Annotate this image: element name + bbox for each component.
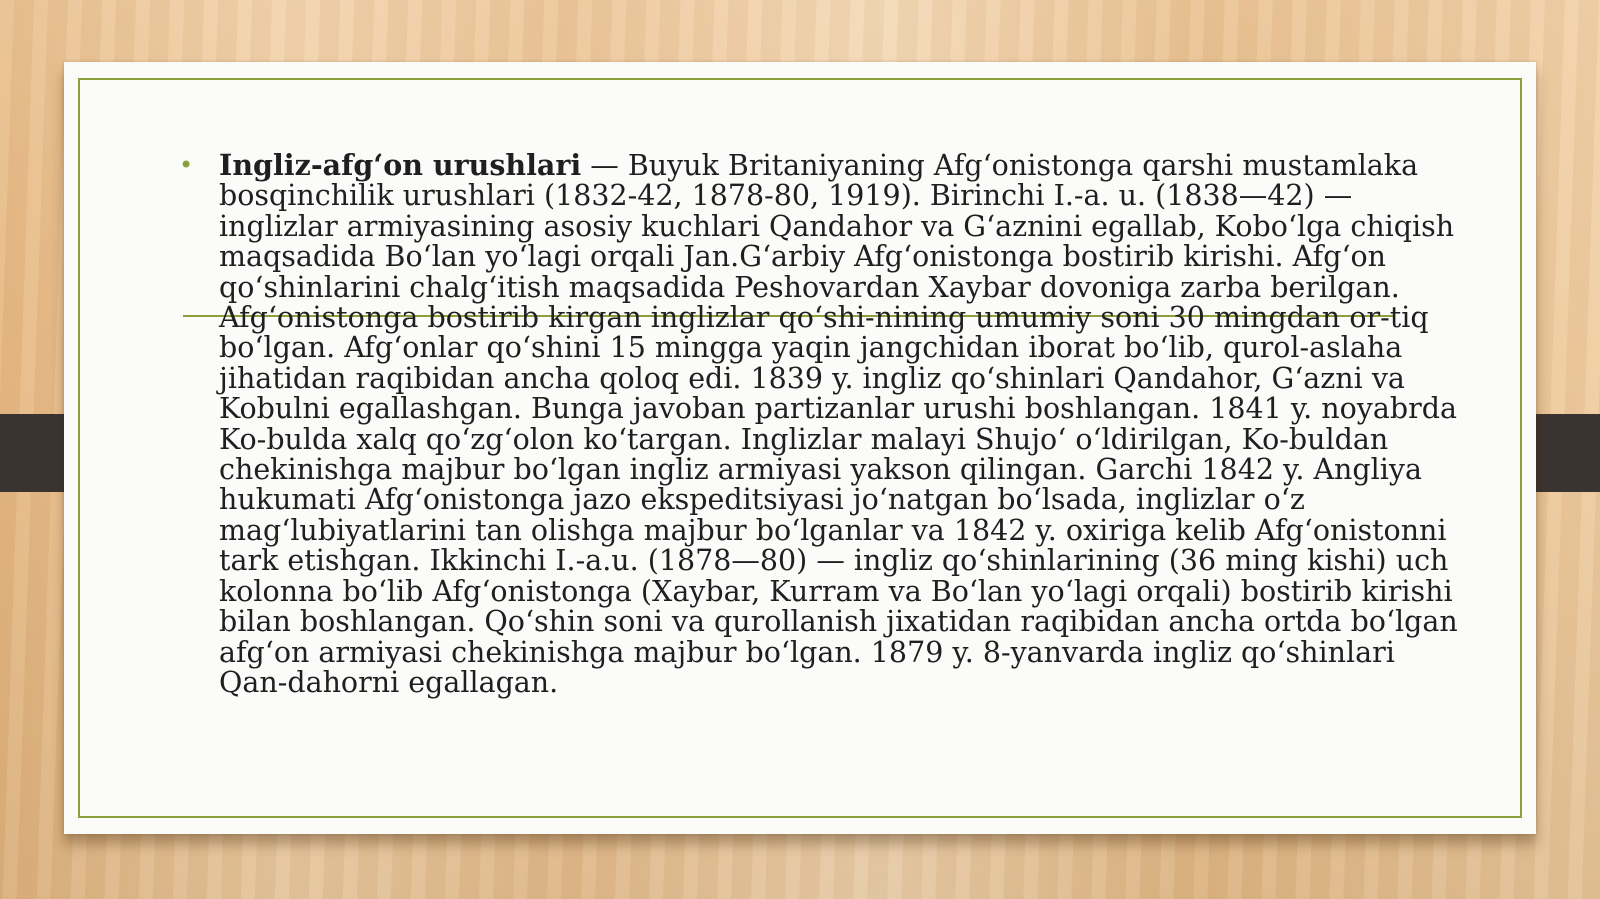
bullet-paragraph bbox=[219, 150, 1469, 698]
bullet-point-icon: • bbox=[179, 151, 194, 179]
body-text: — Buyuk Britaniyaning Afg‘onistonga qarshi mustamlaka bosqinchilik urushlari (1832-42, 1878-80, 1919). Birinchi I.-a. u. (1838—42) — inglizlar armiyasining asosiy kuchlari Qandahor va G‘aznini egallab, Kobo‘lga chiqish maqsadida Bo‘lan yo‘lagi orqali Jan.G‘arbiy Afg‘onistonga bostirib kirishi. Afg‘on qo‘shinlarini chalg‘itish maqsadida Peshovardan Xaybar dovoniga zarba berilgan. Afg‘onistonga bostirib kirgan inglizlar qo‘shi-nining umumiy soni 30 mingdan or-tiq bo‘lgan. Afg‘onlar qo‘shini 15 mingga yaqin jangchidan iborat bo‘lib, qurol-aslaha jihatidan raqibidan ancha qoloq edi. 1839 y. ingliz qo‘shinlari Qandahor, G‘azni va Kobulni egallashgan. Bunga javoban partizanlar urushi boshlangan. 1841 y. noyabrda Ko-bulda xalq qo‘zg‘olon ko‘targan. Inglizlar malayi Shujo‘ o‘ldirilgan, Ko-buldan chekinishga majbur bo‘lgan ingliz armiyasi yakson qilingan. Garchi 1842 y. Angliya hukumati Afg‘onistonga jazo ekspeditsiyasi jo‘natgan bo‘lsada, inglizlar o‘z mag‘lubiyatlarini tan olishga majbur bo‘lganlar va 1842 y. oxiriga kelib Afg‘onistonni tark etishgan. Ikkinchi I.-a.u. (1878—80) — ingliz qo‘shinlarining (36 ming kishi) uch kolonna bo‘lib Afg‘onistonga (Xaybar, Kurram va Bo‘lan yo‘lagi orqali) bostirib kirishi bilan boshlangan. Qo‘shin soni va qurollanish jixatidan raqibidan ancha ortda bo‘lgan afg‘on armiyasi chekinishga majbur bo‘lgan. 1879 y. 8-yanvarda ingliz qo‘shinlari Qan-dahorni egallagan. bbox=[219, 149, 1458, 699]
heading-term: Ingliz-afg‘on urushlari bbox=[219, 148, 582, 182]
slide-card bbox=[64, 62, 1536, 834]
